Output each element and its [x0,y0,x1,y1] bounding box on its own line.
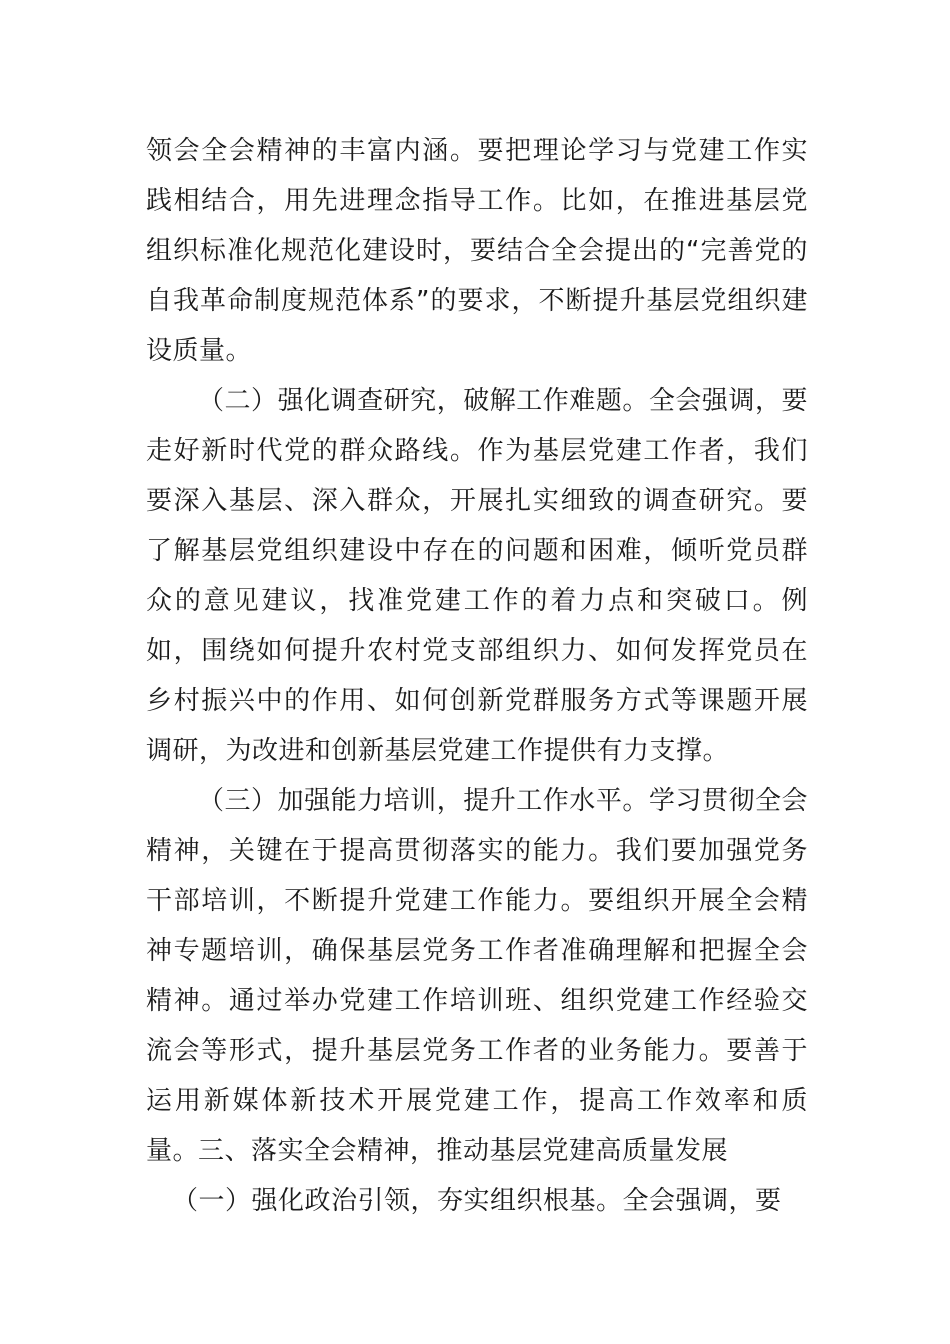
paragraph-political-guidance: （一）强化政治引领，夯实组织根基。全会强调，要 [172,1186,782,1216]
paragraph-training: （三）加强能力培训，提升工作水平。学习贯彻全会精神，关键在于提高贯彻落实的能力。我们要加强党务干部培训，不断提升党建工作能力。要组织开展全会精神专题培训，确保基层党务工作者准确理解和把握全会精神。通过举办党建工作培训班、组织党建工作经验交流会等形式，提升基层党务工作者的业务能力。要善于运用新媒体新技术开展党建工作，提高工作效率和质量。 [146,786,808,1166]
section-heading-three: 三、落实全会精神，推动基层党建高质量发展 [198,1136,729,1166]
paragraph-research: （二）强化调查研究，破解工作难题。全会强调，要走好新时代党的群众路线。作为基层党建工作者，我们要深入基层、深入群众，开展扎实细致的调查研究。要了解基层党组织建设中存在的问题和困难，倾听党员群众的意见建议，找准党建工作的着力点和突破口。例如，围绕如何提升农村党支部组织力、如何发挥党员在乡村振兴中的作用、如何创新党群服务方式等课题开展调研，为改进和创新基层党建工作提供有力支撑。 [146,386,808,766]
paragraph-continuation: 领会全会精神的丰富内涵。要把理论学习与党建工作实践相结合，用先进理念指导工作。比如，在推进基层党组织标准化规范化建设时，要结合全会提出的“完善党的自我革命制度规范体系”的要求，不断提升基层党组织建设质量。 [146,136,808,366]
